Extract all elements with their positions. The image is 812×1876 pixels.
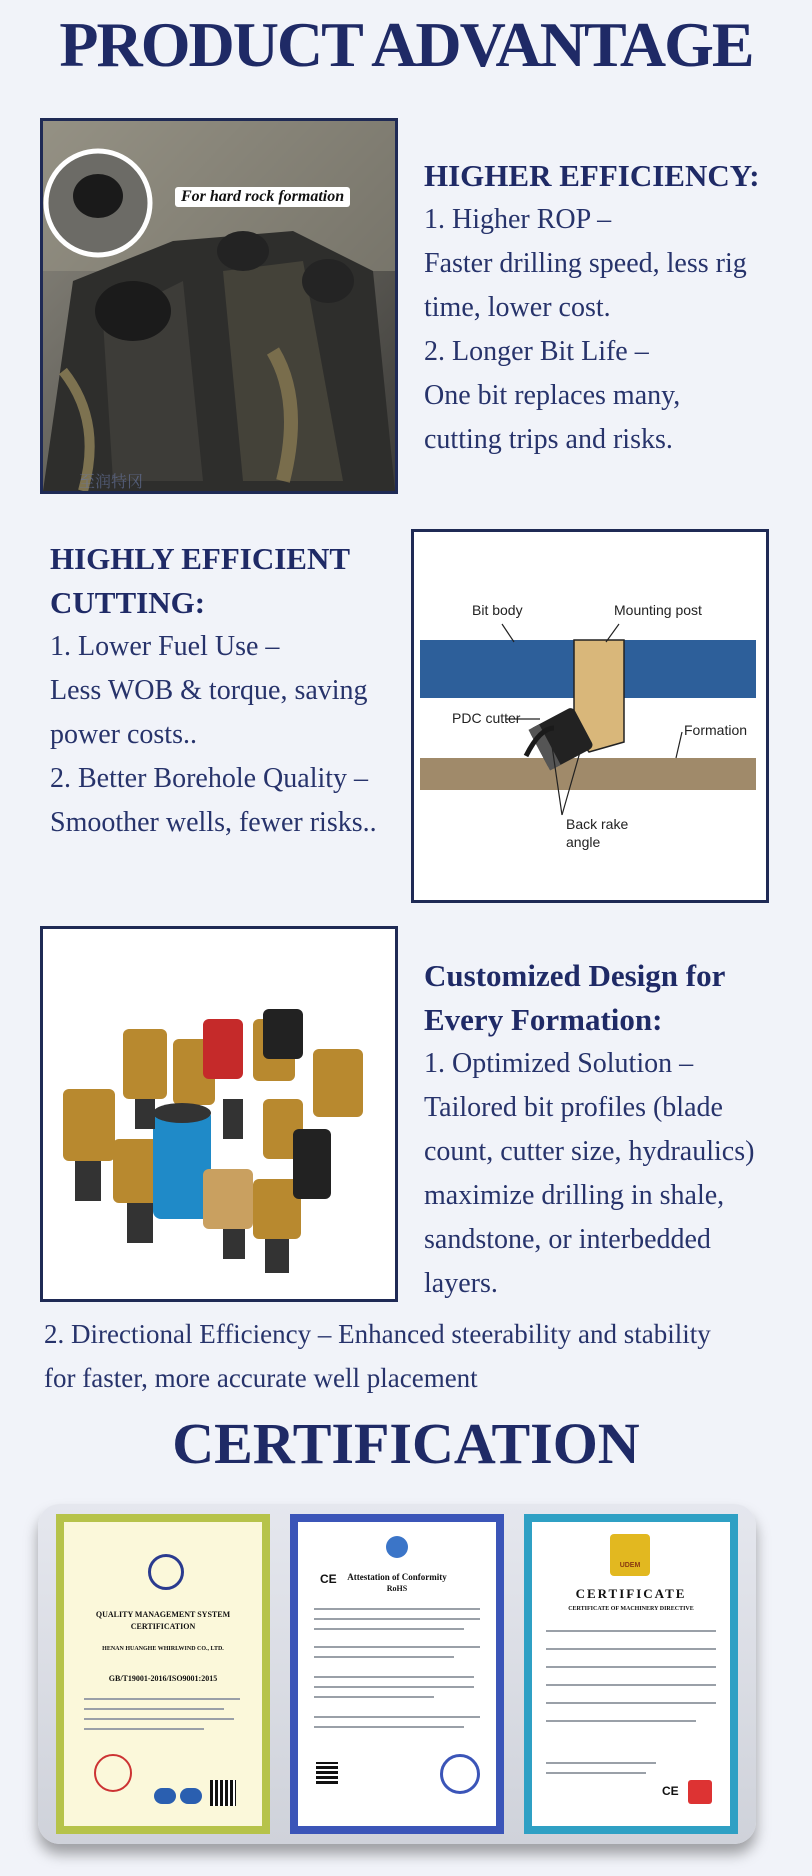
pdc-bit-closeup-photo xyxy=(40,118,398,494)
cert-subtitle: RoHS xyxy=(386,1584,408,1593)
seal-icon xyxy=(688,1780,712,1804)
watermark: 至润特冈 xyxy=(79,472,144,491)
cert-standard: GB/T19001-2016/ISO9001:2015 xyxy=(108,1674,218,1683)
cert-title: Attestation of Conformity xyxy=(347,1572,447,1582)
ce-mark-icon: CE xyxy=(320,1572,337,1586)
text-line: 1. Optimized Solution – xyxy=(424,1048,694,1079)
section-heading: Customized Design for xyxy=(424,958,726,993)
text-line: 2. Better Borehole Quality – xyxy=(50,763,369,794)
page-title: PRODUCT ADVANTAGE xyxy=(59,9,753,80)
text-line: count, cutter size, hydraulics) xyxy=(424,1136,755,1167)
section-directional-efficiency xyxy=(44,1312,812,1400)
logo-icon xyxy=(148,1554,184,1590)
cutting-diagram xyxy=(411,529,769,903)
certification-title: CERTIFICATION xyxy=(172,1411,640,1476)
text-line: 1. Lower Fuel Use – xyxy=(50,631,280,662)
cert-title: CERTIFICATE xyxy=(575,1586,687,1601)
section-customized-design xyxy=(424,954,812,1306)
text-line: Less WOB & torque, saving xyxy=(50,675,368,706)
text-line: cutting trips and risks. xyxy=(424,424,673,455)
text-line: layers. xyxy=(424,1268,498,1299)
iaf-logo-icon xyxy=(154,1788,176,1804)
label-formation: Formation xyxy=(684,722,748,738)
text-line: sandstone, or interbedded xyxy=(424,1224,711,1255)
text-line: 2. Directional Efficiency – Enhanced steerability and stability xyxy=(44,1319,711,1349)
text-line: Faster drilling speed, less rig xyxy=(424,248,747,279)
logo-icon xyxy=(386,1536,408,1558)
formation-shape xyxy=(420,758,756,790)
label-mounting-post: Mounting post xyxy=(614,602,702,618)
callout-label: For hard rock formation xyxy=(175,187,350,207)
ce-mark-icon: CE xyxy=(662,1784,679,1798)
section-efficient-cutting xyxy=(50,537,410,845)
text-line: time, lower cost. xyxy=(424,292,611,323)
text-line: 1. Higher ROP – xyxy=(424,204,612,235)
label-angle: angle xyxy=(566,834,601,850)
text-line: Smoother wells, fewer risks.. xyxy=(50,807,377,838)
text-line: Tailored bit profiles (blade xyxy=(424,1092,723,1123)
cert-subtitle: CERTIFICATE OF MACHINERY DIRECTIVE xyxy=(568,1606,694,1612)
text-line: 2. Longer Bit Life – xyxy=(424,336,649,367)
section-heading: HIGHER EFFICIENCY: xyxy=(424,158,760,193)
certificate-rohs xyxy=(290,1514,504,1834)
certificate-iso9001 xyxy=(56,1514,270,1834)
label-bit-body: Bit body xyxy=(472,602,523,618)
pdc-bit-collection-photo xyxy=(40,926,398,1302)
section-heading: Every Formation: xyxy=(424,1002,663,1037)
cnas-logo-icon xyxy=(180,1788,202,1804)
qr-code-icon xyxy=(316,1762,338,1784)
seal-icon xyxy=(94,1754,132,1792)
text-line: for faster, more accurate well placement xyxy=(44,1363,478,1393)
cert-org: HENAN HUANGHE WHIRLWIND CO., LTD. xyxy=(102,1646,224,1652)
cert-subtitle: CERTIFICATION xyxy=(130,1622,196,1631)
certificate-machinery xyxy=(524,1514,738,1834)
certificate-strip xyxy=(38,1504,756,1844)
cert-title: QUALITY MANAGEMENT SYSTEM xyxy=(95,1610,231,1619)
section-higher-efficiency xyxy=(424,154,804,462)
text-line: maximize drilling in shale, xyxy=(424,1180,725,1211)
section-heading: CUTTING: xyxy=(50,585,206,620)
label-pdc-cutter: PDC cutter xyxy=(452,710,521,726)
udem-badge-icon xyxy=(610,1534,650,1576)
label-back-rake: Back rake xyxy=(566,816,629,832)
section-heading: HIGHLY EFFICIENT xyxy=(50,541,351,576)
qr-code-icon xyxy=(210,1780,236,1806)
text-line: One bit replaces many, xyxy=(424,380,681,411)
text-line: power costs.. xyxy=(50,719,197,750)
seal-icon xyxy=(440,1754,480,1794)
udem-brand: UDEM xyxy=(619,1562,641,1569)
